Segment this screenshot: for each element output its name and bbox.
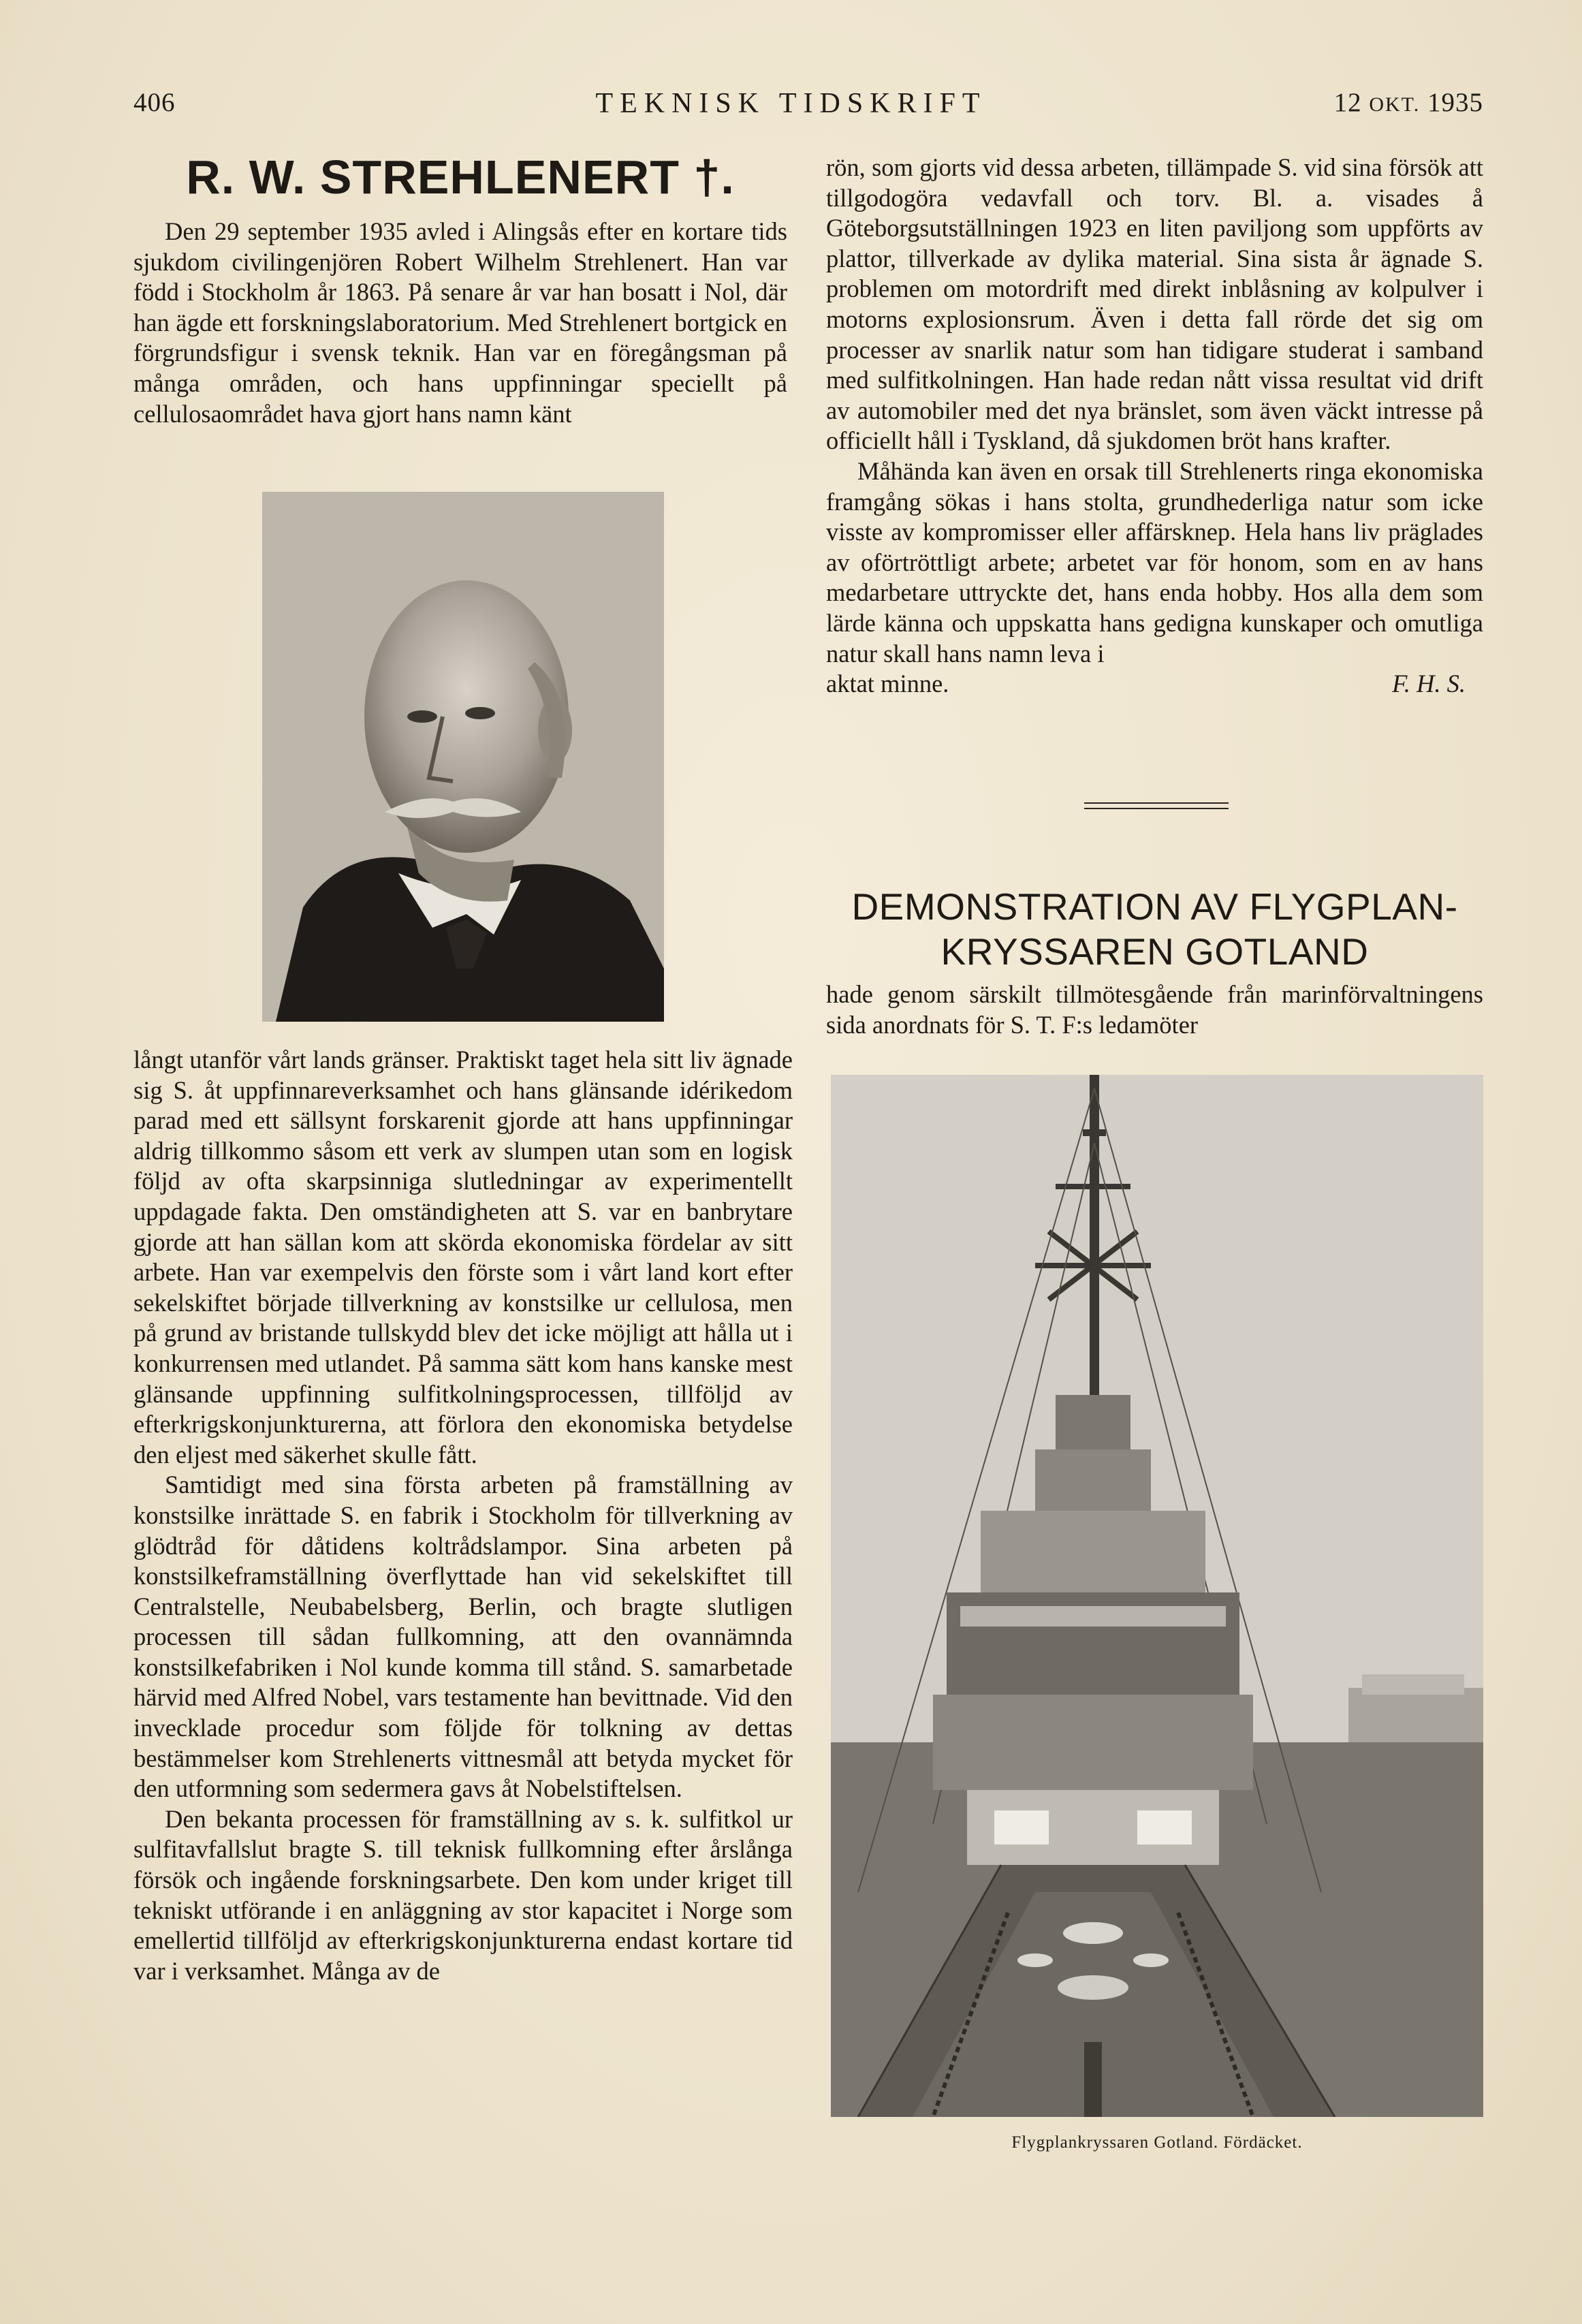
paragraph: Måhända kan även en orsak till Strehlenerts ringa ekonomiska framgång sökas i hans stolta, grundhederliga natur som icke visste av kompromisser eller affärsknep. Hela hans liv präglades av oförtröttligt arbete; arbetet var för honom, som en av hans medarbetare uttryckte det, hans enda hobby. Hos alla dem som lärde känna och uppskatta hans gedigna kunskaper och omutliga natur skall hans namn leva i	[826, 456, 1483, 668]
obituary-intro	[133, 217, 787, 429]
headline-line-2: KRYSSAREN GOTLAND	[940, 930, 1369, 973]
issue-month: OKT.	[1369, 93, 1421, 116]
issue-day: 12	[1333, 88, 1362, 117]
page-number: 406	[133, 88, 176, 117]
paragraph: Den 29 september 1935 avled i Alingsås efter en kortare tids sjukdom civilingenjören Robert Wilhelm Strehlenert. Han var född i Stockholm år 1863. På senare år var han bosatt i Nol, där han ägde ett forskningslaboratorium. Med Strehlenert bortgick en förgrundsfigur i svensk teknik. Han var en föregångsman på många områden, och hans uppfinningar speciellt på cellulosaområdet hava gjort hans namn känt	[133, 217, 787, 428]
paragraph: hade genom särskilt tillmötesgående från marinförvaltningens sida anordnats för S. T. F:s ledamöter	[826, 980, 1483, 1039]
issue-date	[1334, 87, 1483, 118]
paragraph: rön, som gjorts vid dessa arbeten, tillämpade S. vid sina försök att tillgodogöra vedavfall och torv. Bl. a. visades å Göteborgsutställningen 1923 en liten paviljong som uppförts av plattor, tillverkade av dylika material. Sina sista år ägnade S. problemen om motordrift med direkt inblåsning av kolpulver i motorns explosionsrum. Även i detta fall rörde det sig om processer av snarlik natur som han tidigare studerat i samband med sulfitkolningen. Han hade redan nått vissa resultat vid drift av automobiler med det nya bränslet, som även väckt intresse på officiellt håll i Tyskland, då sjukdomen bröt hans krafter.	[826, 153, 1483, 455]
photo-caption: Flygplankryssaren Gotland. Fördäcket.	[1011, 2133, 1303, 2152]
demonstration-headline	[826, 884, 1483, 974]
separator-rule-bottom	[1084, 808, 1229, 809]
portrait-photo	[262, 492, 664, 1022]
separator-rule-top	[1084, 802, 1229, 804]
obituary-body-right	[826, 153, 1483, 700]
obituary-headline: R. W. STREHLENERT †.	[186, 151, 735, 204]
headline-line-1: DEMONSTRATION AV FLYGPLAN-	[851, 885, 1458, 928]
closing-row	[826, 669, 1483, 700]
paragraph: Samtidigt med sina första arbeten på framställning av konstsilke inrättade S. en fabrik i Stockholm för tillverkning av glödtråd för dåtidens koltrådslampor. Sina arbeten på konstsilkeframställning överflyttade han vid sekelskiftet till Centralstelle, Neubabelsberg, Berlin, och bragte slutligen processen till sådan fullkomning, att den ovannämnda konstsilkefabriken i Nol kunde komma till stånd. S. samarbetade härvid med Alfred Nobel, vars testamente han bevittnade. Vid den invecklade procedur som följde för tolkning av dettas bestämmelser kom Strehlenerts vittnesmål att betyda mycket för den utformning som sedermera gavs åt Nobelstiftelsen.	[133, 1471, 793, 1803]
demonstration-intro	[826, 979, 1483, 1040]
paragraph: Den bekanta processen för framställning av s. k. sulfitkol ur sulfitavfallslut bragte S. till teknisk fullkomning efter årslånga försök och ingående forskningsarbete. Den kom under kriget till tekniskt utförande i en anläggning av stor kapacitet i Norge som emellertid tillföljd av efterkrigskonjunkturerna endast kortare tid var i verksamhet. Många av de	[133, 1804, 793, 1985]
obituary-body-left	[133, 1045, 793, 1986]
ship-photo	[831, 1075, 1483, 2117]
signature: F. H. S.	[1392, 670, 1466, 698]
issue-year: 1935	[1427, 88, 1483, 117]
closing-line: aktat minne.	[826, 670, 949, 698]
paragraph: långt utanför vårt lands gränser. Praktiskt taget hela sitt liv ägnade sig S. åt uppfinnareverksamhet och hans glänsande idérikedom parad med ett sällsynt forskarenit gjorde att hans uppfinningar aldrig tillkommo såsom ett verk av slumpen utan som en logisk följd av ofta skarpsinniga slutledningar av experimentellt uppdagade fakta. Den omständigheten att S. var en banbrytare gjorde att han sällan kom att skörda ekonomiska fördelar av sitt arbete. Han var exempelvis den förste som i vårt land kort efter sekelskiftet började tillverkning av konstsilke ur cellulosa, men på grund av bristande tullskydd blev det icke möjligt att hålla ut i konkurrensen med utlandet. På samma sätt kom hans kanske mest glänsande uppfinning sulfitkolningsprocessen, tillföljd av efterkrigskonjunkturerna, att förlora den ekonomiska betydelse den eljest med säkerhet skulle fått.	[133, 1046, 793, 1469]
journal-title: TEKNISK TIDSKRIFT	[595, 88, 987, 119]
